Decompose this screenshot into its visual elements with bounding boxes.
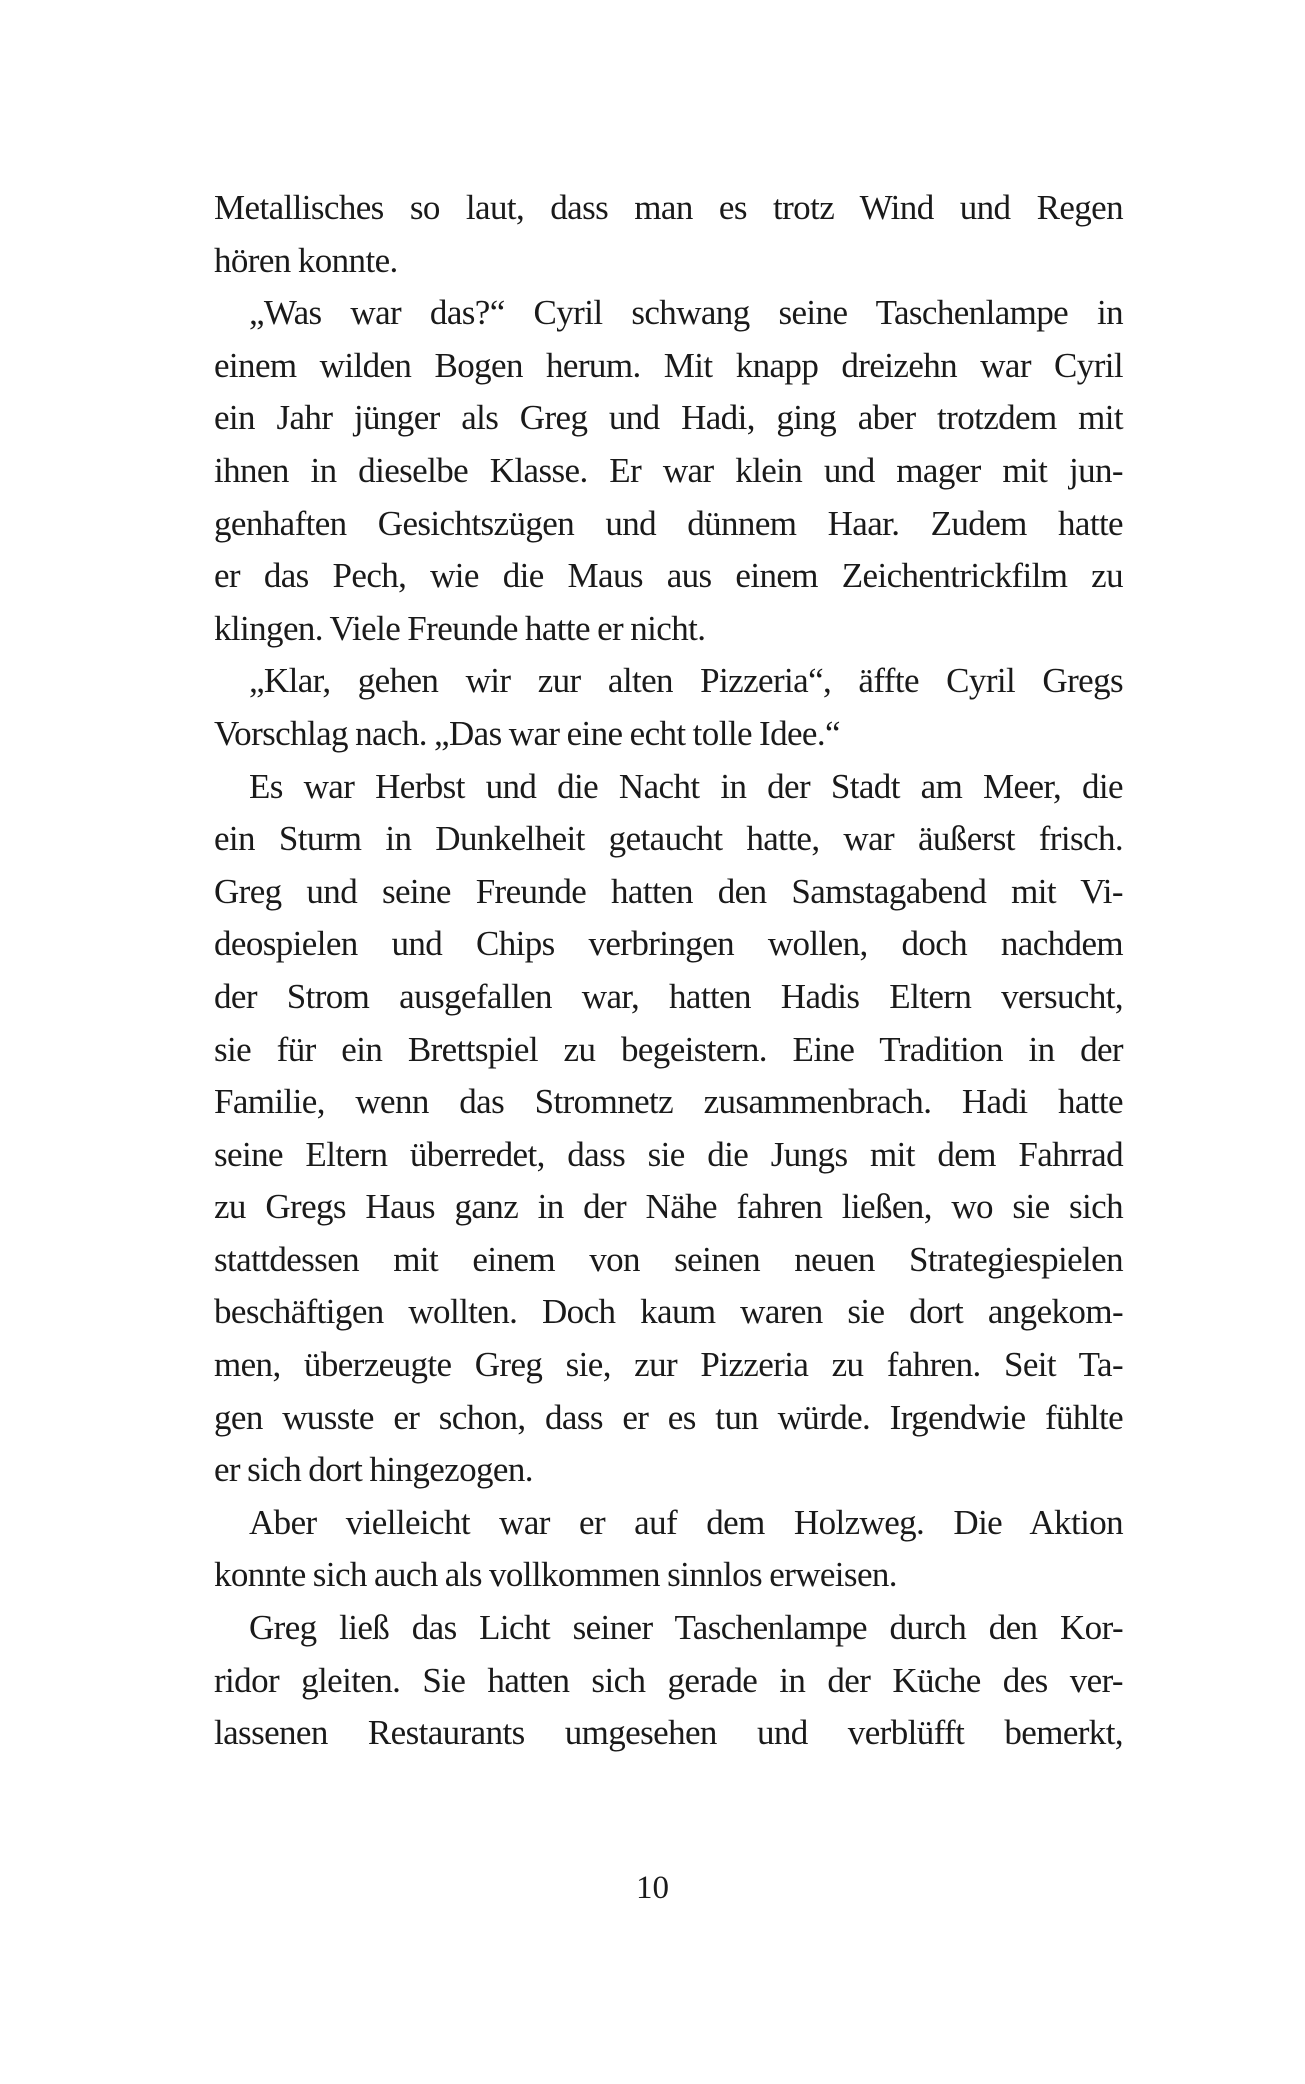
text-line: men, überzeugte Greg sie, zur Pizzeria zu fahren. Seit Ta-	[214, 1345, 1123, 1385]
text-line: gen wusste er schon, dass er es tun würde. Irgendwie fühlte	[214, 1397, 1123, 1437]
text-line: hören konnte.	[214, 240, 398, 280]
text-line: klingen. Viele Freunde hatte er nicht.	[214, 608, 706, 648]
text-line: konnte sich auch als vollkommen sinnlos erweisen.	[214, 1555, 897, 1595]
text-line: er das Pech, wie die Maus aus einem Zeichentrickfilm zu	[214, 556, 1123, 596]
text-line: Aber vielleicht war er auf dem Holzweg. Die Aktion	[249, 1502, 1123, 1542]
text-line: zu Gregs Haus ganz in der Nähe fahren ließen, wo sie sich	[214, 1187, 1123, 1227]
text-line: ridor gleiten. Sie hatten sich gerade in der Küche des ver-	[214, 1660, 1123, 1700]
text-line: der Strom ausgefallen war, hatten Hadis Eltern versucht,	[214, 976, 1123, 1016]
text-line: sie für ein Brettspiel zu begeistern. Eine Tradition in der	[214, 1029, 1123, 1069]
text-line: deospielen und Chips verbringen wollen, doch nachdem	[214, 924, 1123, 964]
text-line: Metallisches so laut, dass man es trotz Wind und Regen	[214, 188, 1123, 227]
text-line: ihnen in dieselbe Klasse. Er war klein und mager mit jun-	[214, 450, 1123, 490]
text-line: genhaften Gesichtszügen und dünnem Haar. Zudem hatte	[214, 503, 1123, 543]
text-line: Vorschlag nach. „Das war eine echt tolle Idee.“	[214, 713, 840, 753]
text-line: beschäftigen wollten. Doch kaum waren sie dort angekom-	[214, 1292, 1123, 1332]
page-number: 10	[636, 1870, 669, 1906]
text-line: ein Sturm in Dunkelheit getaucht hatte, war äußerst frisch.	[214, 819, 1123, 859]
text-line: stattdessen mit einem von seinen neuen Strategiespielen	[214, 1239, 1123, 1279]
text-line: ein Jahr jünger als Greg und Hadi, ging aber trotzdem mit	[214, 398, 1123, 438]
text-line: „Klar, gehen wir zur alten Pizzeria“, äffte Cyril Gregs	[249, 661, 1123, 701]
text-line: einem wilden Bogen herum. Mit knapp dreizehn war Cyril	[214, 345, 1123, 385]
text-line: Greg und seine Freunde hatten den Samstagabend mit Vi-	[214, 871, 1123, 911]
text-line: Greg ließ das Licht seiner Taschenlampe durch den Kor-	[249, 1608, 1123, 1648]
text-line: seine Eltern überredet, dass sie die Jungs mit dem Fahrrad	[214, 1134, 1123, 1174]
text-line: er sich dort hingezogen.	[214, 1450, 533, 1490]
text-line: Es war Herbst und die Nacht in der Stadt am Meer, die	[249, 766, 1123, 806]
text-line: lassenen Restaurants umgesehen und verblüfft bemerkt,	[214, 1713, 1123, 1753]
text-line: Familie, wenn das Stromnetz zusammenbrach. Hadi hatte	[214, 1082, 1123, 1122]
text-line: „Was war das?“ Cyril schwang seine Taschenlampe in	[249, 293, 1123, 333]
body-text	[214, 182, 1123, 1760]
